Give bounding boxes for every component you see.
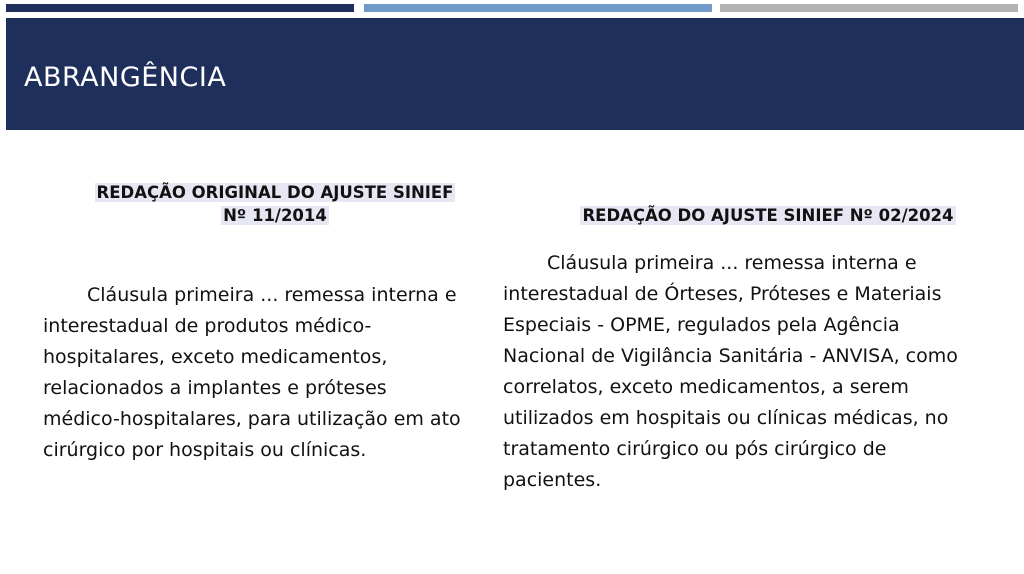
slide-title: ABRANGÊNCIA (24, 62, 227, 93)
original-clause-line: Cláusula primeira ... remessa interna e (87, 284, 457, 306)
accent-strip-light-blue (364, 4, 712, 12)
new-clause-line: pacientes. (503, 469, 602, 491)
new-clause-line: tratamento cirúrgico ou pós cirúrgico de (503, 438, 887, 460)
original-clause-text (43, 280, 461, 466)
accent-strip-dark-blue (6, 4, 354, 12)
original-wording-heading (40, 181, 510, 227)
original-clause-line: cirúrgico por hospitais ou clínicas. (43, 439, 367, 461)
original-clause-line: hospitalares, exceto medicamentos, (43, 346, 388, 368)
new-clause-text (503, 248, 958, 496)
original-clause-line: relacionados a implantes e próteses (43, 377, 387, 399)
new-wording-heading (540, 204, 996, 227)
new-clause-line: Nacional de Vigilância Sanitária - ANVISA, como (503, 345, 958, 367)
new-heading-text: REDAÇÃO DO AJUSTE SINIEF Nº 02/2024 (582, 206, 954, 225)
new-clause-line: utilizados em hospitais ou clínicas médicas, no (503, 407, 949, 429)
new-clause-line: correlatos, exceto medicamentos, a serem (503, 376, 909, 398)
original-heading-line-2: Nº 11/2014 (223, 206, 327, 225)
original-clause-line: médico-hospitalares, para utilização em ato (43, 408, 461, 430)
accent-strip-gray (720, 4, 1018, 12)
new-clause-line: Especiais - OPME, regulados pela Agência (503, 314, 900, 336)
original-heading-line-1: REDAÇÃO ORIGINAL DO AJUSTE SINIEF (96, 183, 454, 202)
new-clause-line: interestadual de Órteses, Próteses e Materiais (503, 283, 942, 305)
top-decorative-strips (0, 0, 1024, 14)
new-clause-line: Cláusula primeira ... remessa interna e (547, 252, 917, 274)
original-clause-line: interestadual de produtos médico- (43, 315, 372, 337)
